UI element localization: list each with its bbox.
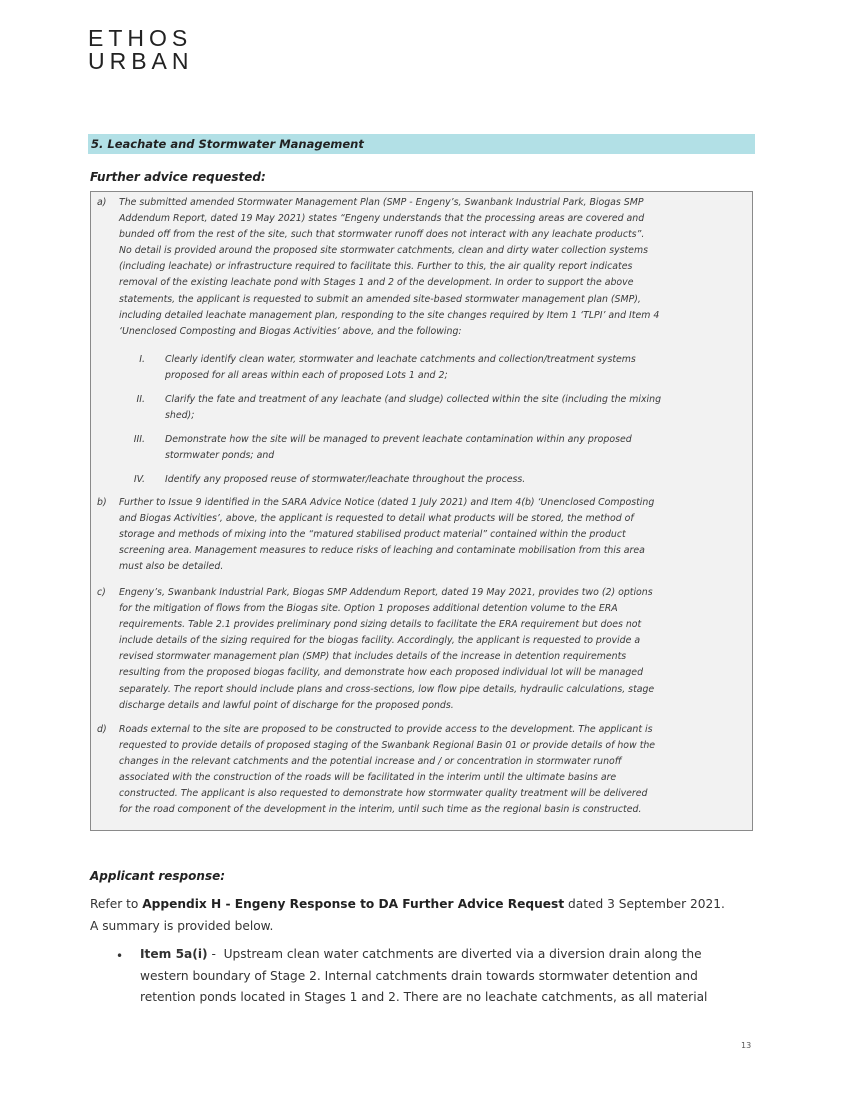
subitem-number: III. xyxy=(133,434,145,445)
logo-line-2: URBAN xyxy=(88,48,194,74)
item-letter: a) xyxy=(97,197,107,208)
appendix-reference: Appendix H - Engeny Response to DA Further Advice Request xyxy=(142,897,565,911)
text-line: removal of the existing leachate pond with Stages 1 and 2 of the development. In order to support the above xyxy=(119,277,634,289)
item-text xyxy=(119,195,747,340)
bullet-icon: • xyxy=(116,949,124,963)
item-letter: c) xyxy=(97,587,106,598)
item-text xyxy=(119,585,747,714)
subitem-text xyxy=(165,352,745,384)
item-text xyxy=(119,495,747,575)
item-letter: b) xyxy=(97,497,107,508)
section-title: 5. Leachate and Stormwater Management xyxy=(88,134,755,154)
text-line: including detailed leachate management plan, responding to the site changes required by Item 1 ‘TLPI’ and Item 4 xyxy=(119,309,660,321)
text-line: stormwater ponds; and xyxy=(165,450,275,462)
text-line: Identify any proposed reuse of stormwater/leachate throughout the process. xyxy=(165,474,526,485)
text-line: statements, the applicant is requested to submit an amended site-based stormwater management plan (SMP), xyxy=(119,293,641,305)
bullet-line-1 xyxy=(140,944,755,966)
paragraph-line-1 xyxy=(90,893,750,915)
text-line: The submitted amended Stormwater Management Plan (SMP - Engeny’s, Swanbank Industrial Park, Biogas SMP xyxy=(119,197,644,208)
bullet-text-line: western boundary of Stage 2. Internal catchments drain towards stormwater detention and xyxy=(140,968,698,983)
text-line: associated with the construction of the roads will be facilitated in the interim until the ultimate basins are xyxy=(119,772,617,784)
applicant-response-heading: Applicant response: xyxy=(90,869,226,883)
text-line: Roads external to the site are proposed to be constructed to provide access to the development. The applicant is xyxy=(119,724,653,735)
text-line: Addendum Report, dated 19 May 2021) states “Engeny understands that the processing areas are covered and xyxy=(119,213,645,225)
para-suffix: dated 3 September 2021. xyxy=(564,897,725,911)
text-line: requirements. Table 2.1 provides preliminary pond sizing details to facilitate the ERA requirement but does not xyxy=(119,619,642,631)
subitem-number: I. xyxy=(139,354,145,365)
text-line: Engeny’s, Swanbank Industrial Park, Biogas SMP Addendum Report, dated 19 May 2021, provides two (2) options xyxy=(119,587,653,598)
subitem-text xyxy=(165,392,745,424)
bullet-item-5a-i xyxy=(140,944,755,1009)
text-line: discharge details and lawful point of discharge for the proposed ponds. xyxy=(119,699,454,711)
bullet-text-line: retention ponds located in Stages 1 and 2. There are no leachate catchments, as all material xyxy=(140,990,708,1004)
text-line: resulting from the proposed biogas facility, and demonstrate how each proposed individual lot will be managed xyxy=(119,667,644,679)
item-letter: d) xyxy=(97,724,107,735)
text-line: Clearly identify clean water, stormwater and leachate catchments and collection/treatment systems xyxy=(165,354,636,365)
paragraph-line-2: A summary is provided below. xyxy=(90,919,274,933)
text-line: shed); xyxy=(165,410,195,422)
subitem-text xyxy=(165,472,745,488)
text-line: storage and methods of mixing into the “matured stabilised product material” contained within the product xyxy=(119,529,626,541)
text-line: must also be detailed. xyxy=(119,561,224,573)
text-line: for the road component of the development in the interim, until such time as the regional basin is constructed. xyxy=(119,804,642,816)
text-line: include details of the sizing required for the biogas facility. Accordingly, the applicant is requested to provide a xyxy=(119,635,641,647)
text-line: ‘Unenclosed Composting and Biogas Activities’ above, and the following: xyxy=(119,325,462,337)
text-line: No detail is provided around the proposed site stormwater catchments, clean and dirty water collection systems xyxy=(119,245,648,257)
bullet-label: Item 5a(i) xyxy=(140,947,208,961)
text-line: Further to Issue 9 identified in the SARA Advice Notice (dated 1 July 2021) and Item 4(b) ‘Unenclosed Composting xyxy=(119,497,655,508)
ethos-urban-logo xyxy=(88,27,194,73)
subitem-text xyxy=(165,432,745,464)
para-prefix: Refer to xyxy=(90,897,143,911)
text-line: constructed. The applicant is also requested to demonstrate how stormwater quality treatment will be delivered xyxy=(119,788,648,800)
subitem-number: II. xyxy=(136,394,145,405)
further-advice-box xyxy=(90,191,753,831)
text-line: bunded off from the rest of the site, such that stormwater runoff does not interact with any leachate products”. xyxy=(119,229,645,241)
text-line: for the mitigation of flows from the Biogas site. Option 1 proposes additional detention volume to the ERA xyxy=(119,603,618,615)
text-line: and Biogas Activities’, above, the applicant is requested to detail what products will be stored, the method of xyxy=(119,513,634,525)
applicant-response-paragraph xyxy=(90,893,750,937)
bullet-text-line: - Upstream clean water catchments are diverted via a diversion drain along the xyxy=(207,947,702,961)
item-text xyxy=(119,722,747,819)
text-line: Demonstrate how the site will be managed to prevent leachate contamination within any proposed xyxy=(165,434,632,445)
text-line: requested to provide details of proposed staging of the Swanbank Regional Basin 01 or provide details of how the xyxy=(119,740,656,752)
text-line: separately. The report should include plans and cross-sections, low flow pipe details, hydraulic calculations, stage xyxy=(119,683,655,695)
text-line: changes in the relevant catchments and the potential increase and / or concentration in stormwater runoff xyxy=(119,756,622,768)
text-line: (including leachate) or infrastructure required to facilitate this. Further to this, the air quality report indicates xyxy=(119,261,633,273)
text-line: revised stormwater management plan (SMP) that includes details of the increase in detention requirements xyxy=(119,651,627,663)
subitem-number: IV. xyxy=(133,474,145,485)
text-line: screening area. Management measures to reduce risks of leaching and contaminate mobilisation from this area xyxy=(119,545,645,557)
logo-line-1: ETHOS xyxy=(88,25,193,51)
further-advice-heading: Further advice requested: xyxy=(90,170,266,184)
text-line: proposed for all areas within each of proposed Lots 1 and 2; xyxy=(165,370,448,382)
page-number: 13 xyxy=(741,1041,752,1050)
text-line: Clarify the fate and treatment of any leachate (and sludge) collected within the site (including the mixing xyxy=(165,394,662,405)
